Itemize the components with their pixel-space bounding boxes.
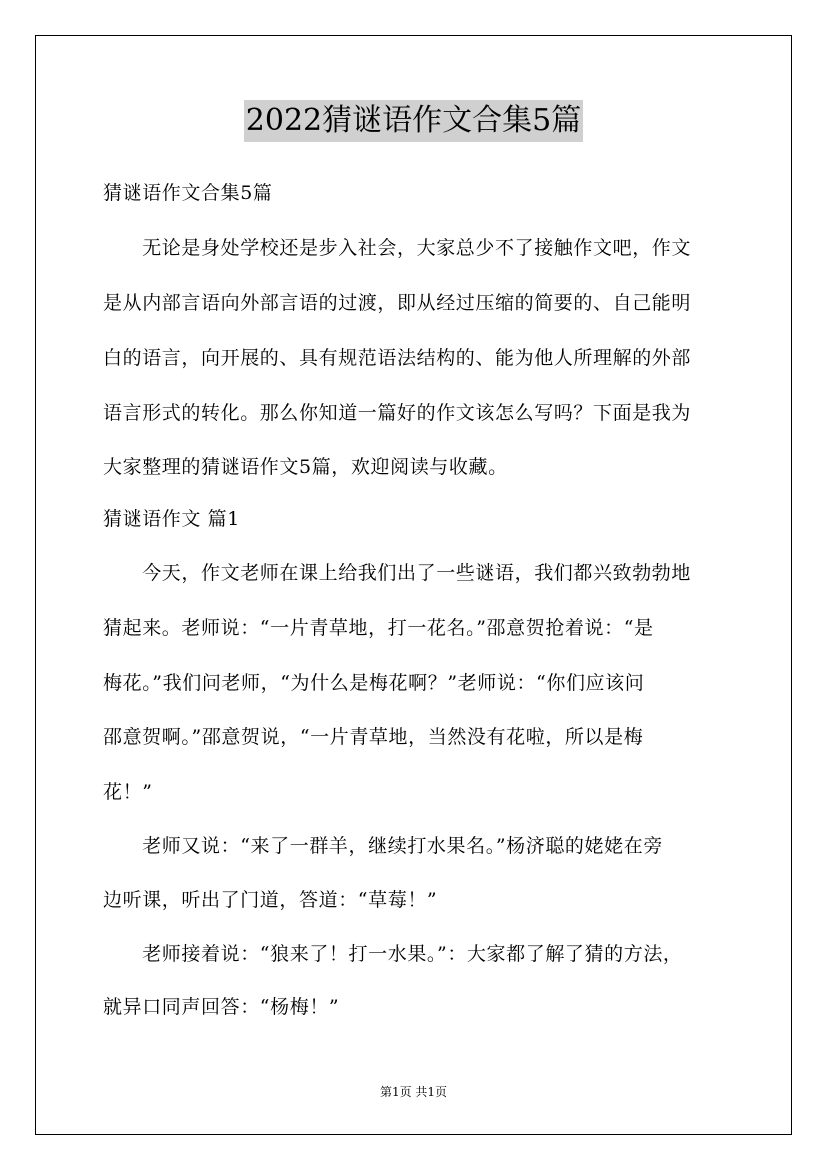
text-line: 就异口同声回答：“杨梅！” xyxy=(103,996,340,1018)
page-number-footer: 第1页 共1页 xyxy=(379,1085,448,1099)
text-line: 白的语言，向开展的、具有规范语法结构的、能为他人所理解的外部 xyxy=(103,347,692,369)
text-line: 是从内部言语向外部言语的过渡，即从经过压缩的简要的、自己能明 xyxy=(103,292,692,314)
text-line: 老师接着说：“狼来了！打一水果。”：大家都了解了猜的方法， xyxy=(103,943,683,965)
text-line: 今天，作文老师在课上给我们出了一些谜语，我们都兴致勃勃地 xyxy=(103,562,692,584)
text-line: 邵意贺啊。”邵意贺说，“一片青草地，当然没有花啦，所以是梅 xyxy=(103,726,644,748)
text-line: 边听课，听出了门道，答道：“草莓！” xyxy=(103,889,438,911)
text-line: 猜起来。老师说：“一片青草地，打一花名。”邵意贺抢着说：“是 xyxy=(103,617,654,639)
text-line: 老师又说：“来了一群羊，继续打水果名。”杨济聪的姥姥在旁 xyxy=(103,835,663,857)
text-line: 语言形式的转化。那么你知道一篇好的作文该怎么写吗？下面是我为 xyxy=(103,402,692,424)
text-line: 猜谜语作文合集5篇 xyxy=(103,182,273,204)
text-line: 花！” xyxy=(103,781,153,803)
title-container xyxy=(0,100,827,142)
text-line: 无论是身处学校还是步入社会，大家总少不了接触作文吧，作文 xyxy=(103,237,692,259)
text-line: 大家整理的猜谜语作文5篇，欢迎阅读与收藏。 xyxy=(103,456,508,478)
text-line: 梅花。”我们问老师，“为什么是梅花啊？”老师说：“你们应该问 xyxy=(103,672,645,694)
section-heading: 猜谜语作文 篇1 xyxy=(103,508,240,530)
document-title: 2022猜谜语作文合集5篇 xyxy=(244,100,583,142)
